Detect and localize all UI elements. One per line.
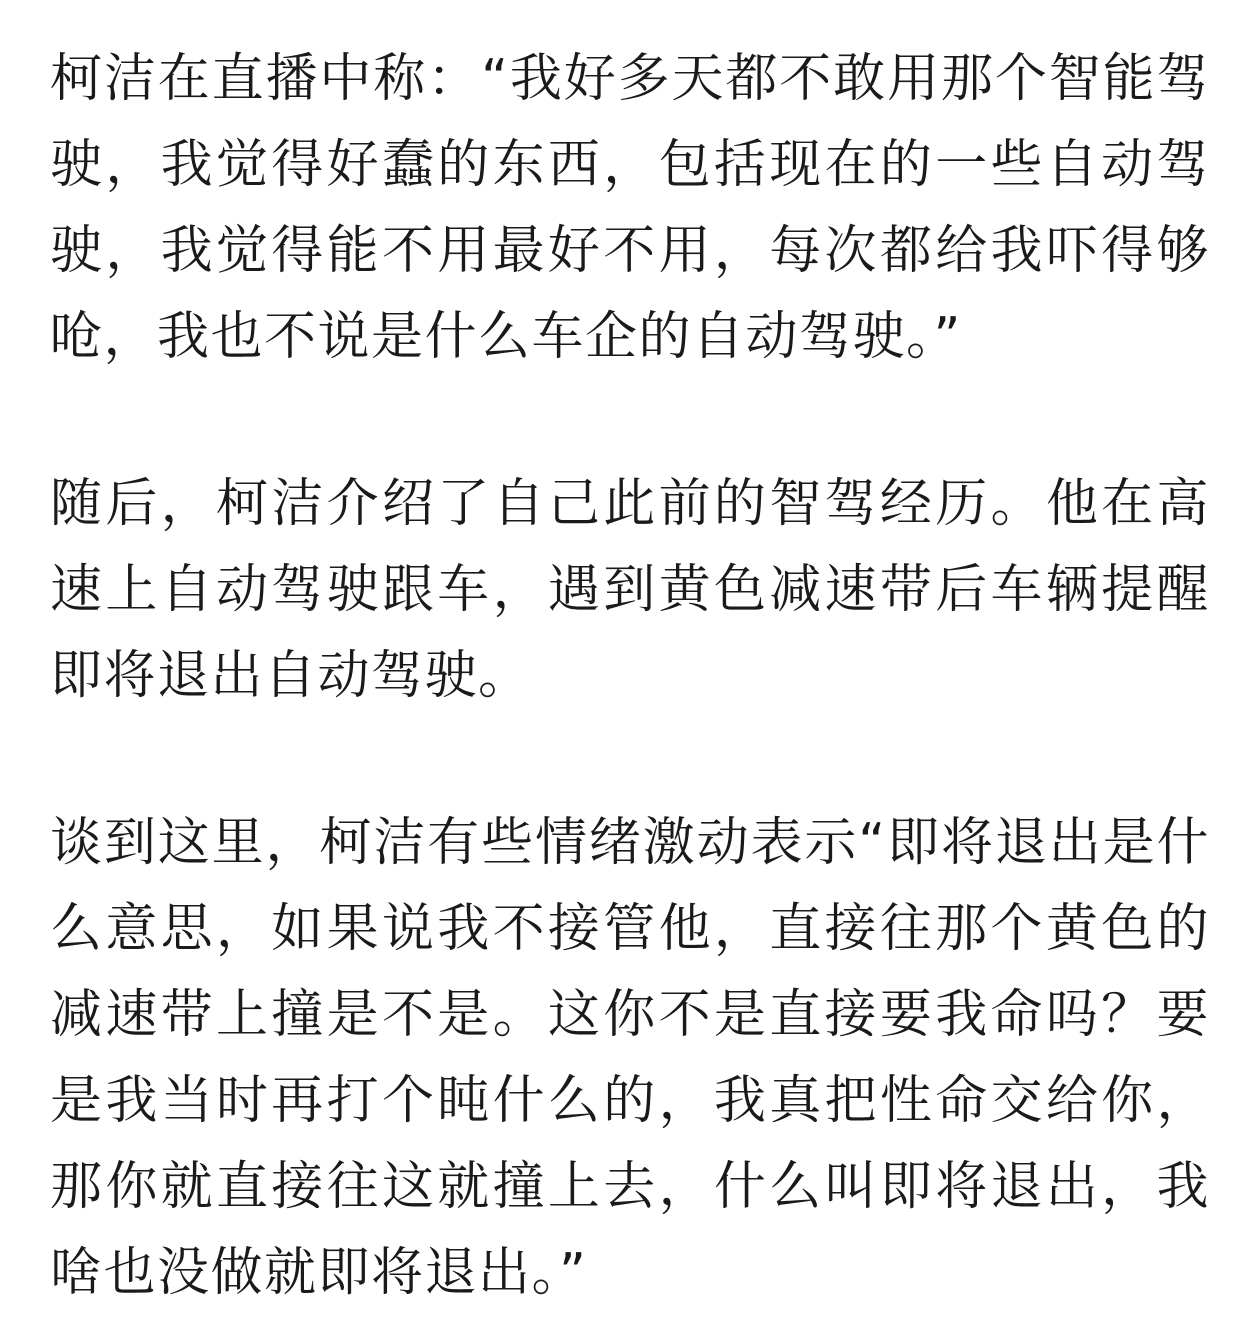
- paragraph-3: 谈到这里，柯洁有些情绪激动表示“即将退出是什么意思，如果说我不接管他，直接往那个黄色的减速带上撞是不是。这你不是直接要我命吗？要是我当时再打个盹什么的，我真把性命交给你，那你就直接往这就撞上去，什么叫即将退出，我啥也没做就即将退出。”: [50, 813, 1210, 1303]
- article-body: [50, 36, 1210, 1316]
- paragraph-2: 随后，柯洁介绍了自己此前的智驾经历。他在高速上自动驾驶跟车，遇到黄色减速带后车辆提醒即将退出自动驾驶。: [50, 474, 1210, 706]
- paragraph-1: 柯洁在直播中称：“我好多天都不敢用那个智能驾驶，我觉得好蠢的东西，包括现在的一些自动驾驶，我觉得能不用最好不用，每次都给我吓得够呛，我也不说是什么车企的自动驾驶。”: [50, 49, 1210, 367]
